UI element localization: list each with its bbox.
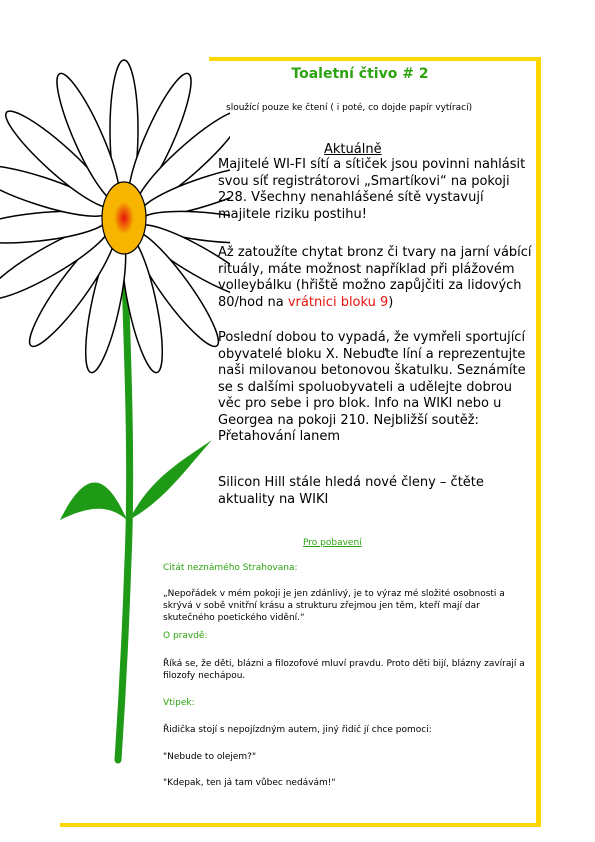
leaf-left (60, 483, 127, 521)
vtipek-line: Řidička stojí s nepojízdným autem, jiný řidič jí chce pomoci: (163, 725, 432, 735)
stem (118, 250, 130, 760)
vtipek-line: "Kdepak, ten já tam vůbec nedávám!" (163, 778, 336, 788)
aktualne-paragraph-sport: Poslední dobou to vypadá, že vymřeli sportující obyvatelé bloku X. Nebuďte líní a reprezentujte naši milovanou betonovou škatulku. Seznámíte se s dalšími spoluobyvateli a udělejte dobrou věc pro sebe i pro blok. Info na WIKI nebo u Georgea na pokoji 210. Nejbližší soutěž: Přetahování lanem (218, 330, 526, 444)
pobaveni-heading: Pro pobavení (303, 538, 362, 548)
daisy-illustration (0, 0, 230, 842)
aktualne-paragraph-volleyball (218, 245, 540, 311)
page-title: Toaletní čtivo # 2 (291, 66, 429, 82)
page-subtitle: sloužící pouze ke čtení ( i poté, co dojde papír vytírací) (226, 103, 473, 113)
citat-heading: Citát neznámého Strahovana: (163, 563, 298, 573)
vtipek-heading: Vtipek: (163, 698, 195, 708)
volleyball-text-end: ) (388, 294, 394, 310)
frame-top-border (209, 57, 540, 61)
aktualne-heading: Aktuálně (324, 142, 382, 157)
flower-center (102, 182, 146, 254)
pravde-heading: O pravdě: (163, 631, 208, 641)
frame-bottom-border (60, 823, 541, 827)
vtipek-line: "Nebude to olejem?" (163, 752, 257, 762)
vratnice-highlight: vrátnici bloku 9 (287, 294, 389, 310)
citat-text: „Nepořádek v mém pokoji je jen zdánlivý, je to výraz mé složité osobnosti a skrývá v sobě vnitřní krásu a strukturu zřejmou jen těm, kteří mají dar skutečného poetického vidění.“ (163, 589, 505, 623)
leaf-right (129, 440, 212, 520)
aktualne-paragraph-silicon-hill: Silicon Hill stále hledá nové členy – čtěte aktuality na WIKI (218, 475, 484, 507)
pravde-text: Říká se, že děti, blázni a filozofové mluví pravdu. Proto děti bijí, blázny zavírají a filozofy nechápou. (163, 659, 525, 681)
volleyball-text: Až zatoužíte chytat bronz či tvary na jarní vábící rituály, máte možnost například při plážovém volleybálku (hřiště možno zapůjčiti za lidových 80/hod na (218, 245, 532, 310)
aktualne-paragraph-wifi: Majitelé WI-FI sítí a sítiček jsou povinni nahlásit svou síť registrátorovi „Smartíkovi“ na pokoji 228. Všechny nenahlášené sítě vystavují majitele riziku postihu! (218, 157, 526, 222)
